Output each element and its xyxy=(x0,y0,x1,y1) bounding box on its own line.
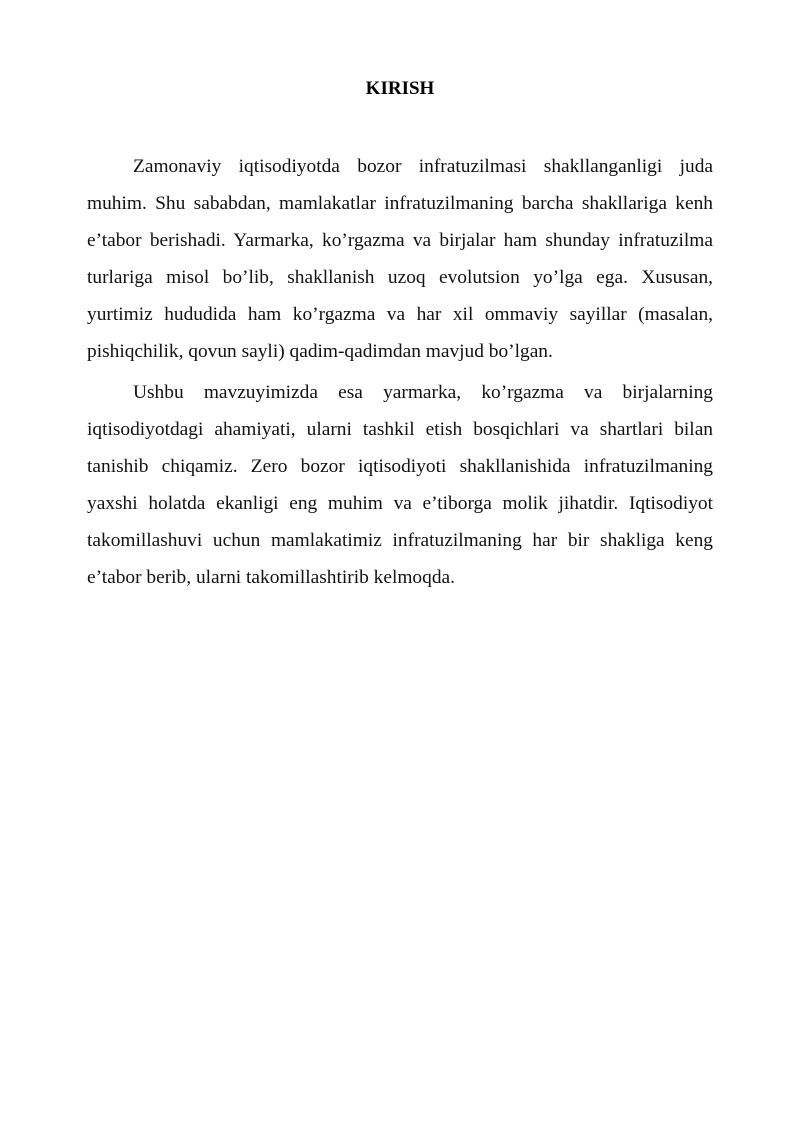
paragraph-1: Zamonaviy iqtisodiyotda bozor infratuzilmasi shakllanganligi juda muhim. Shu sababdan, mamlakatlar infratuzilmaning barcha shakllariga kenh e’tabor berishadi. Yarmarka, ko’rgazma va birjalar ham shunday infratuzilma turlariga misol bo’lib, shakllanish uzoq evolutsion yo’lga ega. Xususan, yurtimiz hududida ham ko’rgazma va har xil ommaviy sayillar (masalan, pishiqchilik, qovun sayli) qadim-qadimdan mavjud bo’lgan. xyxy=(87,156,713,362)
paragraph-2: Ushbu mavzuyimizda esa yarmarka, ko’rgazma va birjalarning iqtisodiyotdagi ahamiyati, ularni tashkil etish bosqichlari va shartlari bilan tanishib chiqamiz. Zero bozor iqtisodiyoti shakllanishida infratuzilmaning yaxshi holatda ekanligi eng muhim va e’tiborga molik jihatdir. Iqtisodiyot takomillashuvi uchun mamlakatimiz infratuzilmaning har bir shakliga keng e’tabor berib, ularni takomillashtirib kelmoqda. xyxy=(87,382,713,588)
document-body xyxy=(87,148,713,600)
page-title: KIRISH xyxy=(365,78,435,99)
